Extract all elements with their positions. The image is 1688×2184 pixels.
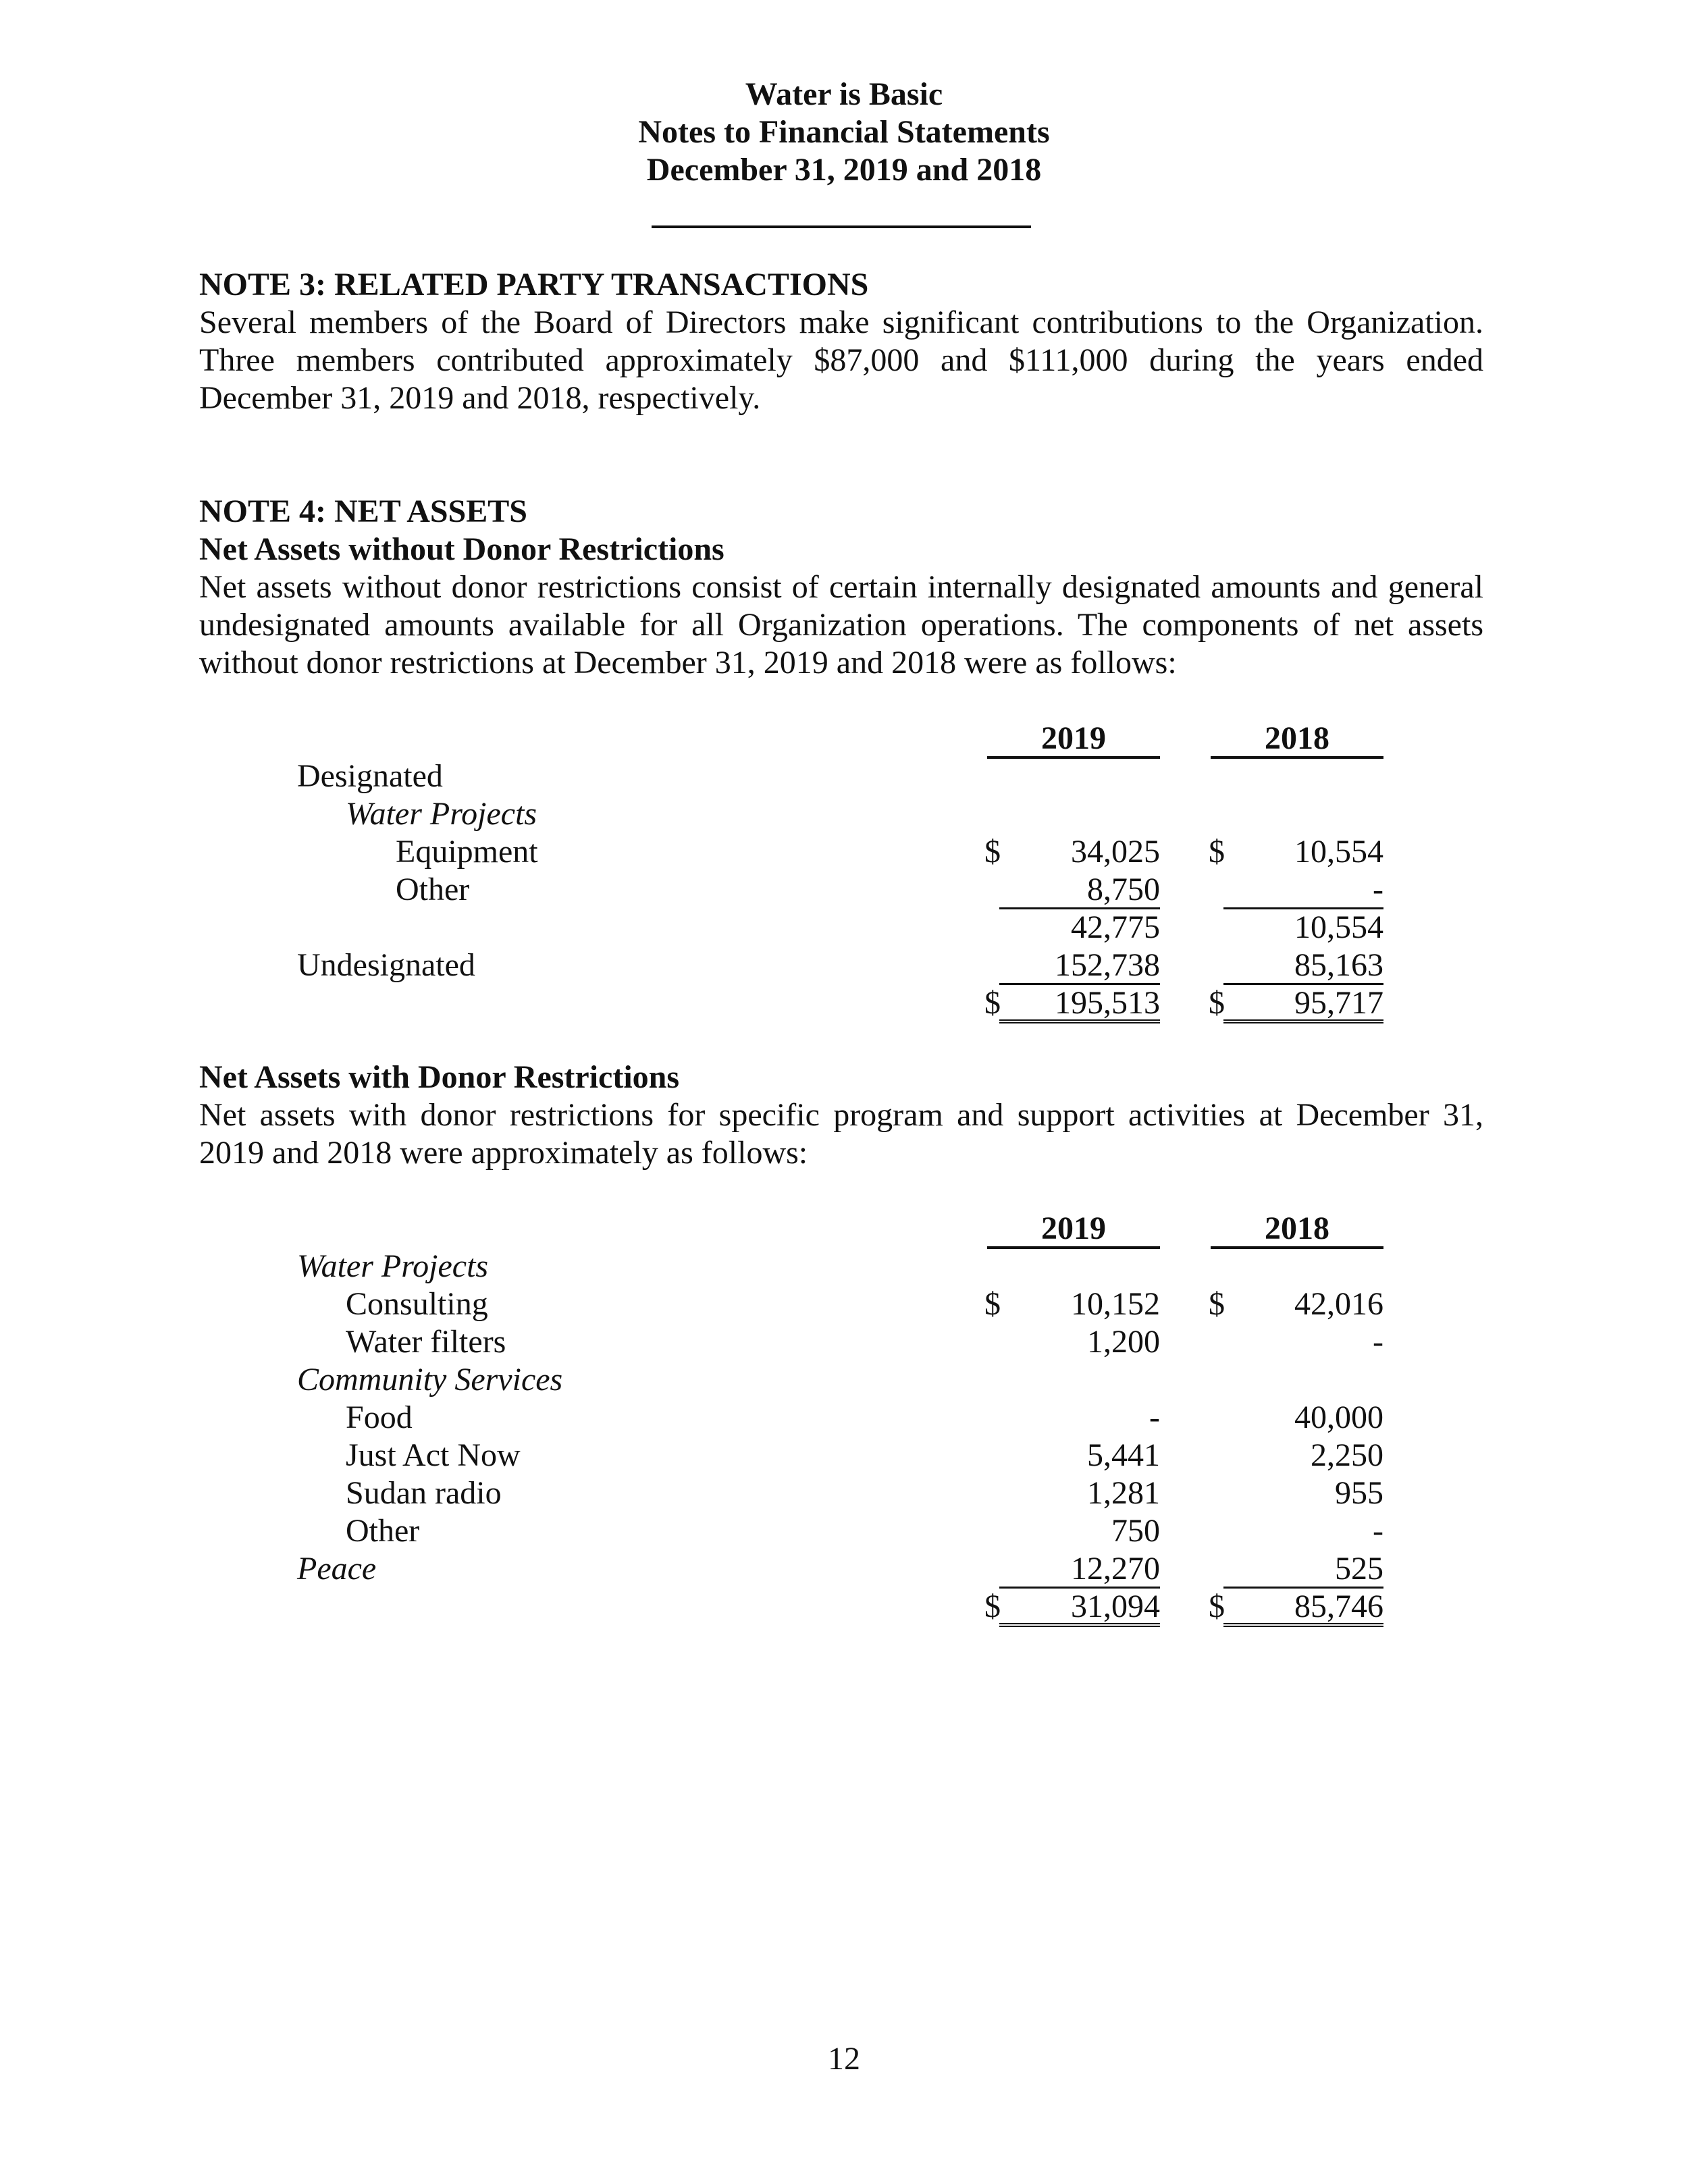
value-designated-subtotal-2019: 42,775 — [1071, 909, 1160, 945]
note-3-title: NOTE 3: RELATED PARTY TRANSACTIONS — [199, 267, 869, 302]
column-header-2019: 2019 — [987, 1210, 1160, 1249]
note-3-body: Several members of the Board of Directors make significant contributions to the Organization. Three members contributed approximately $87,000 and $111,000 during the years ended December 31, 2019 and 2018, respectively. — [199, 304, 1483, 416]
column-header-2018: 2018 — [1211, 720, 1383, 759]
row-label-water-projects: Water Projects — [297, 1248, 489, 1284]
table-row — [0, 1550, 1688, 1588]
value-other-2018: - — [1223, 871, 1383, 909]
value-food-2019: - — [1149, 1400, 1160, 1435]
row-label-designated: Designated — [297, 758, 443, 794]
value-equipment-2019: 34,025 — [1071, 834, 1160, 870]
row-label-water-projects: Water Projects — [346, 796, 537, 832]
table-row — [0, 1437, 1688, 1474]
table-row — [0, 909, 1688, 947]
table-row — [0, 947, 1688, 984]
row-label-other: Other — [346, 1513, 420, 1549]
table-row — [0, 1248, 1688, 1285]
table-total-row — [0, 984, 1688, 1022]
column-header-2019: 2019 — [987, 720, 1160, 759]
row-label-water-filters: Water filters — [346, 1324, 506, 1360]
table-header-row — [0, 720, 1688, 757]
table-row — [0, 833, 1688, 871]
value-sudan-radio-2019: 1,281 — [1087, 1475, 1160, 1511]
value-peace-2018: 525 — [1223, 1550, 1383, 1589]
value-water-filters-2018: - — [1373, 1324, 1383, 1360]
row-label-undesignated: Undesignated — [297, 947, 475, 983]
note-4-section — [199, 493, 1483, 682]
table-row — [0, 1323, 1688, 1361]
table-row — [0, 871, 1688, 909]
with-restrictions-subtitle: Net Assets with Donor Restrictions — [199, 1059, 680, 1095]
table-total-row — [0, 1588, 1688, 1626]
table-header-row — [0, 1210, 1688, 1248]
page-number: 12 — [828, 2041, 860, 2077]
row-label-community-services: Community Services — [297, 1362, 563, 1397]
value-designated-subtotal-2018: 10,554 — [1294, 909, 1383, 945]
dollar-sign: $ — [1209, 1589, 1225, 1624]
table-row — [0, 795, 1688, 833]
without-restrictions-body: Net assets without donor restrictions consist of certain internally designated amounts and general undesignated amounts available for all Organization operations. The components of net assets without donor restrictions at December 31, 2019 and 2018 were as follows: — [199, 569, 1483, 681]
row-label-just-act-now: Just Act Now — [346, 1437, 521, 1473]
value-peace-2019: 12,270 — [999, 1550, 1160, 1589]
value-just-act-now-2019: 5,441 — [1087, 1437, 1160, 1473]
value-total-2019: 31,094 — [999, 1588, 1160, 1627]
row-label-other: Other — [396, 872, 470, 907]
value-food-2018: 40,000 — [1294, 1400, 1383, 1435]
row-label-consulting: Consulting — [346, 1286, 488, 1322]
row-label-peace: Peace — [297, 1551, 377, 1587]
document-date: December 31, 2019 and 2018 — [646, 152, 1042, 188]
value-equipment-2018: 10,554 — [1294, 834, 1383, 870]
dollar-sign: $ — [984, 985, 1001, 1021]
value-sudan-radio-2018: 955 — [1335, 1475, 1383, 1511]
dollar-sign: $ — [1209, 834, 1225, 870]
value-total-2018: 95,717 — [1223, 984, 1383, 1023]
table-row — [0, 1399, 1688, 1437]
with-restrictions-section — [199, 1059, 1483, 1172]
dollar-sign: $ — [1209, 985, 1225, 1021]
value-consulting-2018: 42,016 — [1294, 1286, 1383, 1322]
table-row — [0, 1285, 1688, 1323]
table-row — [0, 757, 1688, 795]
document-header — [0, 76, 1688, 189]
table-row — [0, 1474, 1688, 1512]
dollar-sign: $ — [984, 834, 1001, 870]
value-water-filters-2019: 1,200 — [1087, 1324, 1160, 1360]
value-total-2019: 195,513 — [999, 984, 1160, 1023]
without-restrictions-subtitle: Net Assets without Donor Restrictions — [199, 531, 724, 567]
value-undesignated-2019: 152,738 — [999, 947, 1160, 985]
value-just-act-now-2018: 2,250 — [1311, 1437, 1383, 1473]
row-label-sudan-radio: Sudan radio — [346, 1475, 502, 1511]
value-undesignated-2018: 85,163 — [1223, 947, 1383, 985]
header-rule — [652, 225, 1031, 228]
dollar-sign: $ — [984, 1589, 1001, 1624]
table-row — [0, 1361, 1688, 1399]
dollar-sign: $ — [1209, 1286, 1225, 1322]
row-label-food: Food — [346, 1400, 413, 1435]
note-3-section — [199, 266, 1483, 417]
value-other-2018: - — [1373, 1513, 1383, 1549]
with-restrictions-body: Net assets with donor restrictions for specific program and support activities at December 31, 2019 and 2018 were approximately as follows: — [199, 1097, 1483, 1171]
value-other-2019: 750 — [1111, 1513, 1160, 1549]
note-4-title: NOTE 4: NET ASSETS — [199, 494, 527, 529]
value-consulting-2019: 10,152 — [1071, 1286, 1160, 1322]
organization-name: Water is Basic — [745, 76, 943, 112]
document-title: Notes to Financial Statements — [638, 114, 1050, 150]
value-total-2018: 85,746 — [1223, 1588, 1383, 1627]
value-other-2019: 8,750 — [999, 871, 1160, 909]
dollar-sign: $ — [984, 1286, 1001, 1322]
column-header-2018: 2018 — [1211, 1210, 1383, 1249]
table-row — [0, 1512, 1688, 1550]
row-label-equipment: Equipment — [396, 834, 538, 870]
